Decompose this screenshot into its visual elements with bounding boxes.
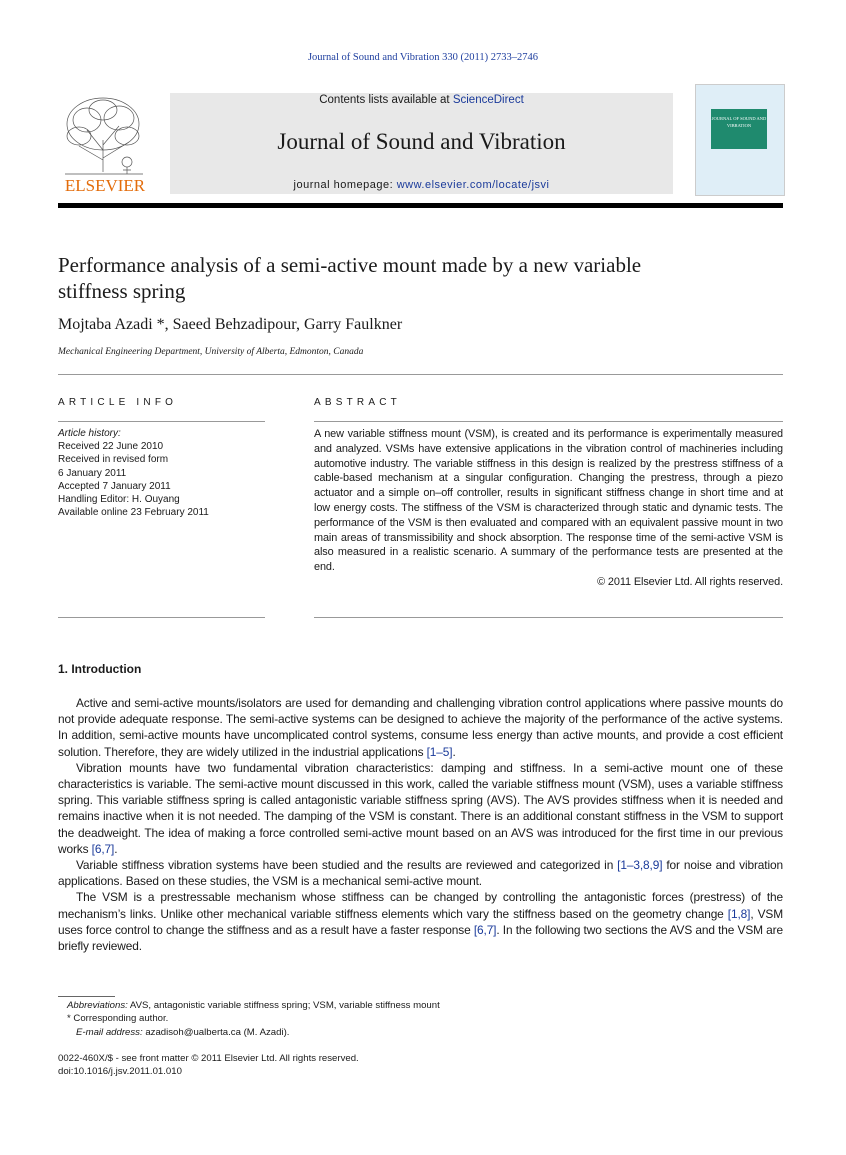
homepage-prefix: journal homepage: <box>293 179 397 191</box>
contents-line <box>170 94 673 106</box>
affiliation: Mechanical Engineering Department, University of Alberta, Edmonton, Canada <box>58 347 364 357</box>
journal-cover-thumbnail[interactable] <box>695 84 785 196</box>
article-history <box>58 427 268 519</box>
copyright: © 2011 Elsevier Ltd. All rights reserved. <box>597 575 783 588</box>
history-line: Received 22 June 2010 <box>58 441 164 453</box>
reference-link[interactable]: [1,8] <box>727 906 751 921</box>
email-address[interactable]: azadisoh@ualberta.ca (M. Azadi). <box>142 1026 290 1038</box>
contents-prefix: Contents lists available at <box>319 94 453 106</box>
publisher-name: ELSEVIER <box>64 176 146 194</box>
history-line: Available online 23 February 2011 <box>58 507 209 519</box>
paragraph-text: . In the following two sections the AVS and the VSM are briefly reviewed. <box>58 922 783 954</box>
authors: Mojtaba Azadi *, Saeed Behzadipour, Garry Faulkner <box>58 316 403 333</box>
introduction-body <box>58 695 783 954</box>
footnote-label: E-mail address: <box>76 1026 143 1038</box>
footnote-email <box>58 1026 440 1039</box>
footnotes <box>58 999 440 1039</box>
homepage-link[interactable]: www.elsevier.com/locate/jsvi <box>396 179 550 191</box>
paragraph <box>58 857 783 889</box>
divider <box>58 421 265 422</box>
journal-citation[interactable]: Journal of Sound and Vibration 330 (2011) 2733–2746 <box>307 52 539 63</box>
paragraph-text: Vibration mounts have two fundamental vibration characteristics: damping and stiffness. In a semi-active mount one of these characteristics is variable. The semi-active mount discussed in this work, called the variable stiffness mount (VSM), uses a variable stiffness spring. This variable stiffness spring is called antagonistic variable stiffness spring (AVS). The AVS provides stiffness when it is needed and remains inactive when it is not needed. The damping of the VSM is constant. There is an additional constant stiffness in the VSM to support the deadweight. The idea of making a force controlled semi-active mount based on an AVS was introduced for the first time in our previous works <box>58 760 783 856</box>
divider <box>314 421 783 422</box>
reference-link[interactable]: [6,7] <box>91 841 115 856</box>
paragraph <box>58 889 783 954</box>
divider <box>58 617 265 618</box>
section-heading-introduction: 1. Introduction <box>58 662 142 676</box>
footnote-corresponding: * Corresponding author. <box>67 1013 169 1025</box>
sciencedirect-link[interactable]: ScienceDirect <box>452 94 524 106</box>
elsevier-logo <box>57 90 153 194</box>
reference-link[interactable]: [1–5] <box>426 744 453 759</box>
paragraph-text: The VSM is a prestressable mechanism whose stiffness can be changed by controlling the antagonistic forces (prestress) of the mechanism’s links. Unlike other mechanical variable stiffness elements which vary the stiffness based on the geometry change <box>58 890 783 921</box>
journal-title: Journal of Sound and Vibration <box>277 129 566 154</box>
doi-line[interactable]: doi:10.1016/j.jsv.2011.01.010 <box>58 1066 182 1078</box>
history-line: Handling Editor: H. Ouyang <box>58 494 180 506</box>
history-line: Accepted 7 January 2011 <box>58 480 171 492</box>
homepage-line <box>170 179 673 191</box>
reference-link[interactable]: [6,7] <box>473 922 497 937</box>
paragraph: Active and semi-active mounts/isolators are used for demanding and challenging vibration control applications where passive mounts do not provide adequate response. The semi-active systems can be designed to achieve the majority of the performance of the active systems. In addition, semi-active mounts have uncomplicated control systems, consume less energy than active mounts, and provide a cost efficient solution. Therefore, they are widely utilized in the industrial applications [1–5]. <box>58 696 783 759</box>
issn-block <box>58 1052 359 1079</box>
history-label: Article history: <box>58 428 121 439</box>
paragraph-text: for noise and vibration applications. Based on these studies, the VSM is a mechanical semi-active mount. <box>58 858 783 889</box>
footnote-label: Abbreviations: <box>67 1000 128 1011</box>
paragraph: Vibration mounts have two fundamental vibration characteristics: damping and stiffness. In a semi-active mount one of these characteristics is variable. The semi-active mount discussed in this work, called the variable stiffness mount (VSM), uses a variable stiffness spring. This variable stiffness spring is called antagonistic variable stiffness spring (AVS). The AVS provides stiffness when it is needed and remains inactive when it is not needed. The damping of the VSM is constant. There is an additional constant stiffness in the VSM to support the deadweight. The idea of making a force controlled semi-active mount based on an AVS was introduced for the first time in our previous works [6,7]. <box>58 760 783 856</box>
divider <box>314 617 783 618</box>
abstract-heading: ABSTRACT <box>314 397 401 408</box>
abstract-text: A new variable stiffness mount (VSM), is created and its performance is experimentally measured and analyzed. VSMs have extensive applications in the vibration control of machineries including automotive industry. The variable stiffness in this design is realized by the prestress stiffness of a cable-based mechanism at a singular configuration. Changing the prestress, through a piezo actuator and a simple on–off controller, results in significant stiffness change in short time and at low energy costs. The stiffness of the VSM is characterized through static and dynamic tests. The performance of the VSM is then evaluated and compared with an equivalent passive mount in two main areas of transmissibility and shock absorption. The response time of the semi-active VSM is also measured in a realistic scenario. A summary of the performance tests are presented at the end. <box>314 428 783 574</box>
history-line: Received in revised form <box>58 454 169 466</box>
abstract-body <box>314 427 783 590</box>
article-title: Performance analysis of a semi-active mount made by a new variable stiffness spring <box>58 253 642 303</box>
history-line: 6 January 2011 <box>58 467 127 479</box>
paragraph-text: Active and semi-active mounts/isolators are used for demanding and challenging vibration control applications where passive mounts do not provide adequate response. The semi-active systems can be designed to achieve the majority of the performance of the active systems. In addition, semi-active mounts have uncomplicated control systems, consume less energy than active mounts, and provide a cost efficient solution. Therefore, they are widely utilized in the industrial applications <box>58 696 783 759</box>
footnote-rule <box>58 996 115 997</box>
elsevier-tree-icon <box>57 90 153 194</box>
cover-title: JOURNAL OF SOUND AND VIBRATION <box>711 109 767 149</box>
paragraph-text: , VSM uses force control to change the stiffness and as a result have a faster response <box>58 906 783 937</box>
issn-line: 0022-460X/$ - see front matter © 2011 Elsevier Ltd. All rights reserved. <box>58 1053 359 1064</box>
article-info-heading: ARTICLE INFO <box>58 397 178 408</box>
footnote-abbreviations <box>58 999 440 1012</box>
reference-link[interactable]: [1–3,8,9] <box>617 858 663 873</box>
footnote-text: AVS, antagonistic variable stiffness spring; VSM, variable stiffness mount <box>127 1000 440 1011</box>
journal-banner <box>170 93 673 194</box>
header-rule <box>58 203 783 208</box>
divider <box>58 374 783 375</box>
paragraph-text: Variable stiffness vibration systems have been studied and the results are reviewed and categorized in <box>76 858 618 873</box>
